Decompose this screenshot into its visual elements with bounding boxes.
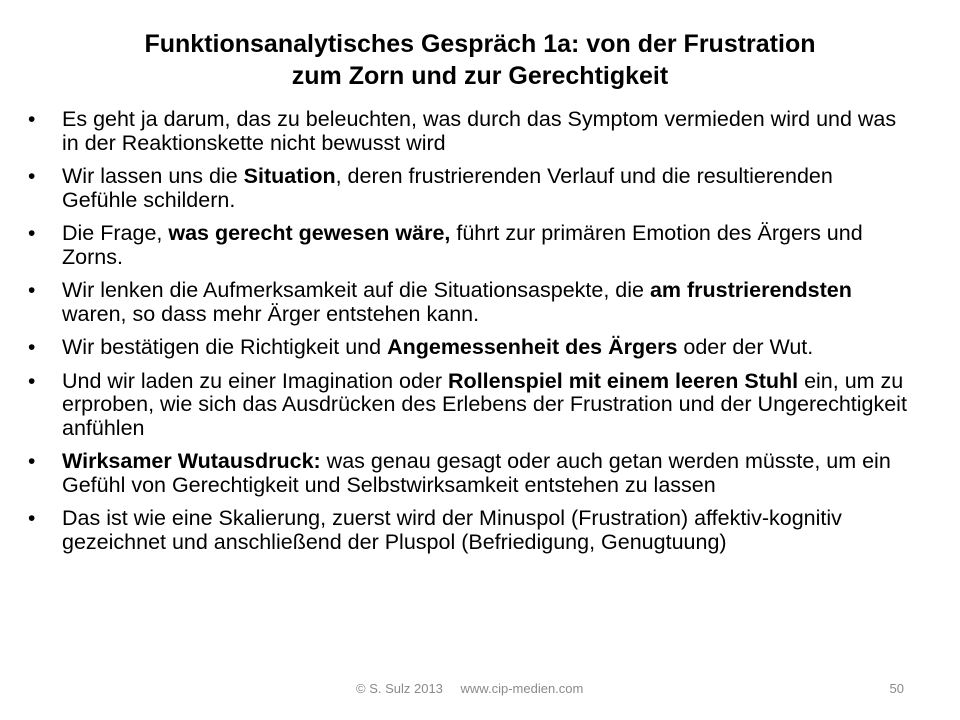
bullet-dot-icon: • [28, 108, 36, 131]
bullet-text: Wir bestätigen die Richtigkeit und [62, 335, 388, 359]
bullet-dot-icon: • [28, 165, 36, 188]
bullet-text: Es geht ja darum, das zu beleuchten, was durch das Symptom vermieden wird und was in der Reaktionskette nicht bewusst wird [62, 107, 897, 155]
bullet-text: Das ist wie eine Skalierung, zuerst wird der Minuspol (Frustration) affektiv-kognitiv gezeichnet und anschließend der Pluspol (Befriedigung, Genugtuung) [62, 506, 842, 554]
bullet-list [28, 107, 907, 564]
bullet-item [28, 221, 907, 269]
bullet-text-bold: Situation [243, 164, 336, 188]
bullet-text: Die Frage, [62, 221, 169, 245]
bullet-text: führt zur primären Emotion des Ärgers und Zorns. [62, 221, 863, 269]
bullet-text: was genau gesagt oder auch getan werden müsste, um ein Gefühl von Gerechtigkeit und Selbstwirksamkeit entstehen zu lassen [62, 449, 891, 497]
footer-copyright: © S. Sulz 2013 [356, 681, 443, 696]
bullet-text-bold: was gerecht gewesen wäre, [168, 221, 451, 245]
bullet-text-bold: Angemessenheit des Ärgers [387, 335, 678, 359]
bullet-item [28, 278, 907, 326]
bullet-dot-icon: • [28, 279, 36, 302]
bullet-text-bold: Wirksamer Wutausdruck: [62, 449, 321, 473]
bullet-item [28, 368, 907, 441]
bullet-text-bold: Rollenspiel mit einem leeren Stuhl [448, 368, 799, 393]
bullet-dot-icon: • [28, 222, 36, 245]
title-line-2: zum Zorn und zur Gerechtigkeit [291, 62, 669, 90]
footer [356, 681, 597, 696]
bullet-item [28, 335, 907, 360]
bullet-dot-icon: • [28, 336, 36, 359]
footer-website: www.cip-medien.com [460, 681, 584, 696]
title-line-1: Funktionsanalytisches Gespräch 1a: von der Frustration [144, 30, 816, 58]
bullet-text: Und wir laden zu einer Imagination oder [62, 368, 449, 393]
bullet-text: , deren frustrierenden Verlauf und die resultierenden Gefühle schildern. [62, 164, 833, 212]
bullet-text: oder der Wut. [677, 335, 814, 359]
bullet-text: ein, um zu erproben, wie sich das Ausdrücken des Erlebens der Frustration und der Ungerechtigkeit anfühlen [62, 368, 907, 440]
slide-title [60, 28, 900, 92]
bullet-dot-icon: • [28, 450, 36, 473]
bullet-text: waren, so dass mehr Ärger entstehen kann. [62, 301, 480, 326]
bullet-text-bold: am frustrierendsten [649, 278, 852, 302]
page-number: 50 [889, 681, 904, 696]
bullet-item [28, 449, 907, 497]
bullet-dot-icon: • [28, 369, 36, 393]
bullet-item [28, 506, 907, 554]
bullet-text: Wir lassen uns die [62, 164, 244, 188]
bullet-item [28, 164, 907, 212]
bullet-item [28, 107, 907, 155]
bullet-dot-icon: • [28, 507, 36, 530]
bullet-text: Wir lenken die Aufmerksamkeit auf die Situationsaspekte, die [62, 278, 650, 302]
